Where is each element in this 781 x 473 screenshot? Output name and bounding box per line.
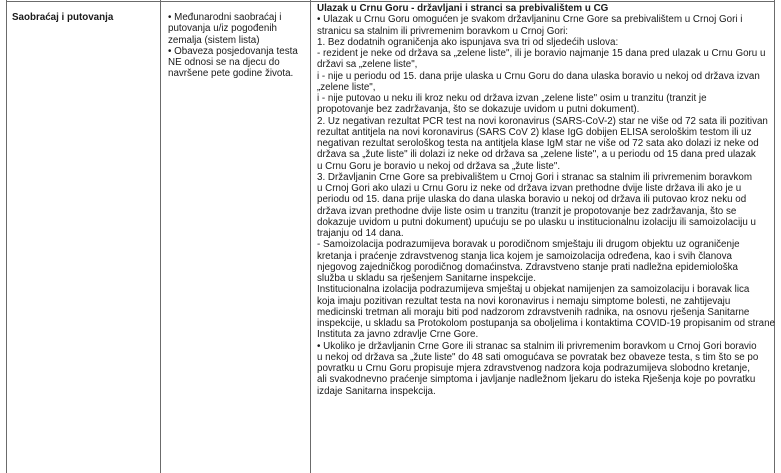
table-border-col2 <box>310 0 311 473</box>
details-line: u Crnu Goru je boravio u nekoj od država sa „žute liste". <box>317 160 561 172</box>
details-line: 3. Državljanin Crne Gore sa prebivalištem u Crnoj Gori i stranac sa stalnim ili privremenim boravkom <box>317 171 753 183</box>
details-line: periodu od 15. dana prije ulaska do dana ulaska boravio u nekoj od država ili putovao kroz neku od <box>317 194 747 206</box>
details-line: Institucionalna izolacija podrazumijeva smještaj u objekat namijenjen za samoizolaciju i boravak lica <box>317 284 750 296</box>
details-line: „zelene liste", <box>317 81 376 93</box>
details-line: kretanja i praćenje zdravstvenog stanja lica kojem je samoizolacija određena, kao i svih članova <box>317 250 732 262</box>
table-border-col1 <box>160 0 161 473</box>
details-line: u Crnoj Gori ako ulazi u Crnu Goru iz neke od država izvan prethodne dvije liste država ili ako je u <box>317 183 742 194</box>
details-line: povratku u Crnu Goru propisuje mjera zdravstvenog nadzora koja podrazumijeva slobodno kretanje, <box>317 363 750 374</box>
measure-item: • Obaveza posjedovanja testa NE odnosi se na djecu do navršene pete godine života. <box>168 45 298 80</box>
details-line: propotovanje bez zadržavanja, što se dokazuje uvidom u putni dokument). <box>317 104 640 116</box>
details-line: i - nije u periodu od 15. dana prije ulaska u Crnu Goru do dana ulaska boravio u nekoj od država izvan <box>317 70 760 82</box>
details-line: • Ukoliko je državljanin Crne Gore ili stranac sa stalnim ili privremenim boravkom u Crnoj Gori boravio <box>317 340 757 352</box>
category-cell: Saobraćaj i putovanja <box>12 12 114 23</box>
measure-item: • Međunarodni saobraćaj i putovanja u/iz pogođenih zemalja (sistem lista) <box>168 12 282 46</box>
details-line: dokazuje uvidom u putni dokument) upućuju se po ulasku u institucionalnu izolaciju ili samoizolaciju u <box>317 216 756 228</box>
details-line: stranicu sa stalnim ili privremenim boravkom u Crnoj Gori: <box>317 25 568 37</box>
table-border-top <box>6 1 775 2</box>
details-line: inspekcije, u skladu sa Protokolom postupanja sa oboljelima i kontaktima COVID-19 propisanim od strane <box>317 318 775 329</box>
details-cell <box>317 3 775 397</box>
details-line: u nekoj od država sa „žute liste" do 48 sati omogućava se povratak bez obaveze testa, s tim što se po <box>317 351 759 363</box>
details-line: država izvan prethodne dvije liste osim u tranzitu (tranzit je propotovanje bez zadržavanja, što se <box>317 205 737 217</box>
details-line: trajanju od 14 dana. <box>317 228 404 239</box>
details-line: negativan rezultat serološkog testa na antitjela klase IgM star ne više od 72 sata ako dolazi iz neke od <box>317 138 759 149</box>
details-line: državi sa „zelene liste", <box>317 59 418 71</box>
details-line: 2. Uz negativan rezultat PCR test na novi koronavirus (SARS-CoV-2) star ne više od 72 sata ili pozitivan <box>317 115 768 127</box>
details-line: koja imaju pozitivan rezultat testa na novi koronavirus i nemaju simptome bolesti, ne zahtijevaju <box>317 295 731 307</box>
measures-cell <box>168 12 304 80</box>
details-line: rezultat antitjela na novi koronavirus (SARS CoV 2) klase IgG dobijen ELISA serološkim testom ili uz <box>317 126 752 138</box>
details-line: izdaje Sanitarna inspekcija. <box>317 385 436 397</box>
details-line: - Samoizolacija podrazumijeva boravak u porodičnom smještaju ili drugom objektu uz ograničenje <box>317 239 740 251</box>
details-line: i - nije putovao u neku ili kroz neku od država izvan „zelene liste" osim u tranzitu (tranzit je <box>317 93 707 104</box>
details-line: država sa „žute liste" ili dolazi iz neke od država sa „zelene liste", a u periodu od 15 dana pred ulazak <box>317 149 756 161</box>
details-line: njegovog zajedničkog porodičnog domaćinstva. Zdravstveno stanje prati nadležna epidemiološka <box>317 261 738 273</box>
details-line: služba u skladu sa rješenjem Sanitarne inspekcije. <box>317 273 536 284</box>
details-line: - rezident je neke od država sa „zelene liste", ili je boravio najmanje 15 dana pred ulazak u Crnu Goru u <box>317 48 766 59</box>
table-border-left <box>6 0 7 473</box>
details-line: ali svakodnevno praćenje simptoma i javljanje nadležnom ljekaru do isteka Rješenja koje po povratku <box>317 374 756 386</box>
details-line: 1. Bez dodatnih ograničenja ako ispunjava sva tri od sljedećih uslova: <box>317 36 619 48</box>
details-line: Instituta za javno zdravlje Crne Gore. <box>317 329 479 341</box>
details-line: medicinski tretman ali moraju biti pod nadzorom zdravstvenih radnika, na osnovu rješenja Sanitarne <box>317 306 750 318</box>
details-title: Ulazak u Crnu Goru - državljani i stranci sa prebivalištem u CG <box>317 3 609 14</box>
details-text <box>317 14 775 397</box>
details-line: • Ulazak u Crnu Goru omogućen je svakom državljaninu Crne Gore sa prebivalištem u Crnoj Gori i <box>317 14 743 26</box>
